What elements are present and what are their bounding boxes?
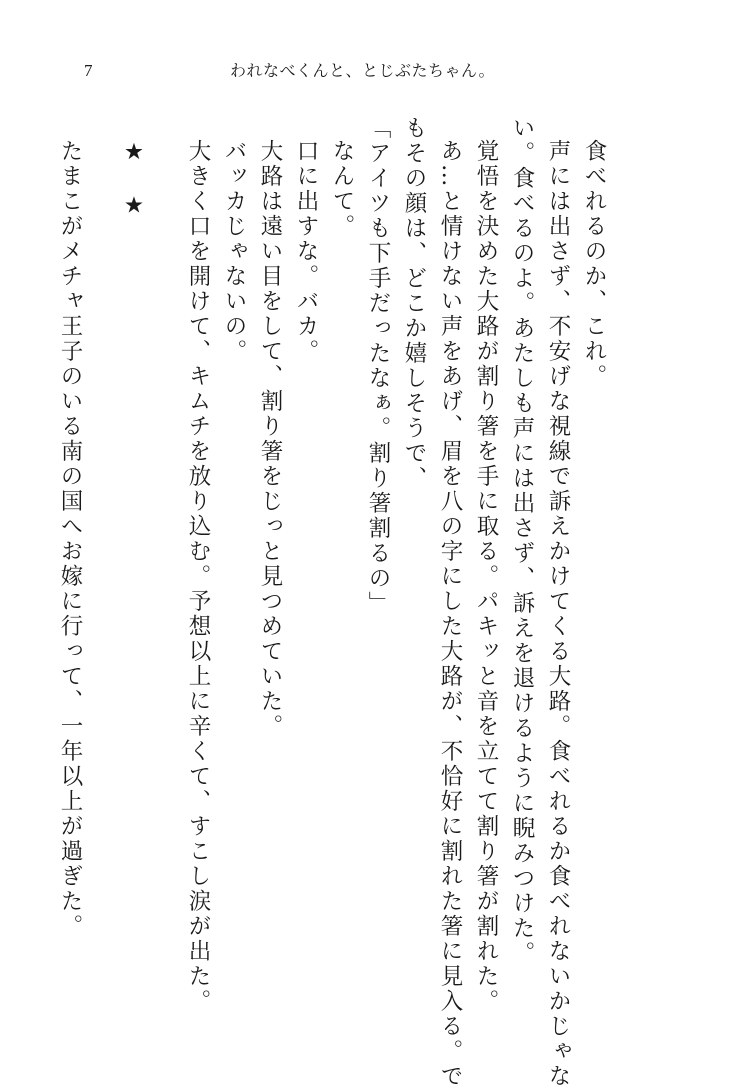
- text-line: あ…と情けない声をあげ、眉を八の字にした大路が、不恰好に割れた箸に見入る。で: [437, 138, 463, 1089]
- page-number: 7: [84, 61, 93, 80]
- text-line: 大きく口を開けて、キムチを放り込む。予想以上に辛くて、すこし涙が出た。: [185, 138, 211, 1014]
- text-line: もその顔は、どこか嬉しそうで、: [401, 116, 427, 491]
- text-line: 「アイツも下手だったなぁ。割り箸割るの」: [365, 116, 391, 616]
- text-line: 覚悟を決めた大路が割り箸を手に取る。パキッと音を立てて割り箸が割れた。: [473, 138, 499, 1014]
- text-line: バッカじゃないの。: [221, 138, 247, 364]
- scene-break: ★ ★: [121, 138, 147, 221]
- text-line: 食べれるのか、これ。: [581, 138, 607, 389]
- text-line: 声には出さず、不安げな視線で訴えかけてくる大路。食べれるか食べれないかじゃな: [545, 138, 571, 1089]
- text-line: 口に出すな。バカ。: [293, 138, 319, 364]
- text-line: たまこがメチャ王子のいる南の国へお嫁に行って、一年以上が過ぎた。: [57, 138, 83, 939]
- text-line: い。食べるのよ。あたしも声には出さず、訴えを退けるように睨みつけた。: [509, 116, 535, 966]
- body-text: [52, 116, 612, 1089]
- text-line: 大路は遠い目をして、割り箸をじっと見つめていた。: [257, 138, 283, 739]
- text-line: なんて。: [329, 138, 355, 239]
- running-header-title: われなべくんと、とじぶたちゃん。: [230, 61, 495, 80]
